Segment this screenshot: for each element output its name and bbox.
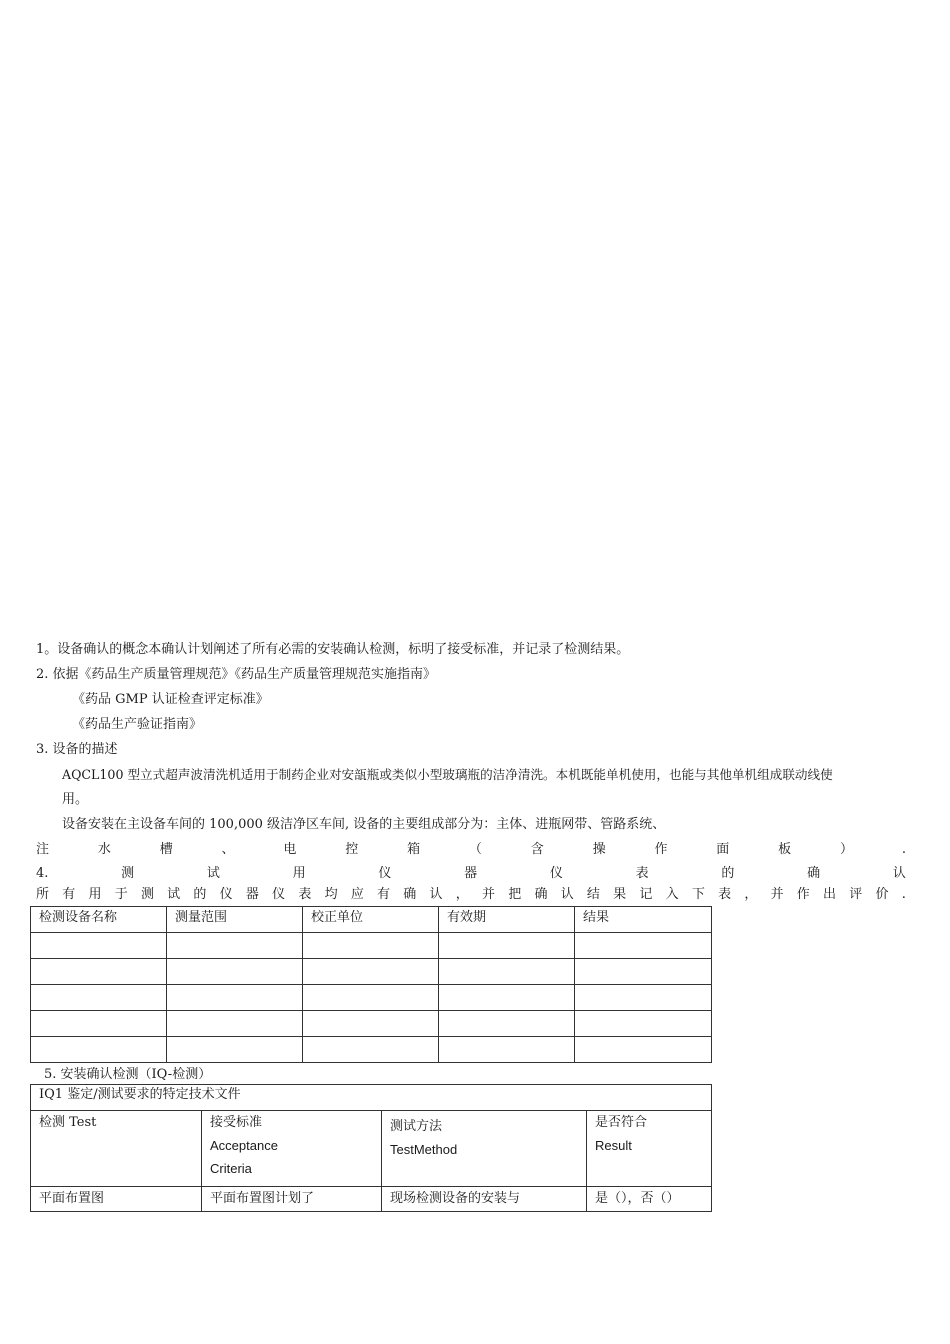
desc4-char: 仪 [272, 887, 286, 902]
instrument-cell[interactable] [31, 959, 167, 985]
desc4-char: 有 [377, 887, 391, 902]
instrument-cell[interactable] [167, 933, 303, 959]
iq1-header-result: 是否符合 Result [587, 1111, 712, 1187]
desc4-char: 确 [534, 887, 548, 902]
instrument-header-cell: 有效期 [439, 907, 575, 933]
iq1-header-row [31, 1111, 712, 1187]
equipment-description-line1: AQCL100 型立式超声波清洗机适用于制药企业对安瓿瓶或类似小型玻璃瓶的洁净清洗。本机既能单机使用，也能与其他单机组成联动线使 [62, 767, 833, 782]
desc4-char: 作 [796, 887, 810, 902]
desc4-char: 测 [140, 887, 154, 902]
instrument-cell[interactable] [439, 959, 575, 985]
components-char: 控 [345, 842, 359, 857]
desc4-char: 认 [560, 887, 574, 902]
desc4-char: 入 [665, 887, 679, 902]
desc4-char: 仪 [219, 887, 233, 902]
instrument-header-row [31, 907, 712, 933]
instrument-cell[interactable] [439, 1011, 575, 1037]
section5-heading: 5. 安装确认检测（IQ-检测） [44, 1067, 212, 1082]
desc4-char: 试 [167, 887, 181, 902]
components-char: 作 [654, 842, 668, 857]
desc4-char: 评 [849, 887, 863, 902]
desc4-char: 果 [613, 887, 627, 902]
heading4-char: 表 [635, 866, 649, 881]
components-char: 操 [592, 842, 606, 857]
instrument-cell[interactable] [31, 1037, 167, 1063]
instrument-cell[interactable] [31, 933, 167, 959]
instrument-cell[interactable] [575, 933, 712, 959]
instrument-cell[interactable] [31, 985, 167, 1011]
desc4-char: 出 [823, 887, 837, 902]
components-char: 箱 [407, 842, 421, 857]
equipment-components-line [36, 841, 906, 859]
components-char: 、 [221, 842, 235, 857]
components-char: 槽 [159, 842, 173, 857]
section1-text: 1。设备确认的概念本确认计划阐述了所有必需的安装确认检测，标明了接受标准，并记录了检测结果。 [36, 642, 630, 657]
instrument-row [31, 933, 712, 959]
desc4-char: 价 [875, 887, 889, 902]
components-char: 含 [530, 842, 544, 857]
instrument-header-cell: 测量范围 [167, 907, 303, 933]
components-char: 板 [778, 842, 792, 857]
heading4-char: 用 [292, 866, 306, 881]
components-char: 水 [97, 842, 111, 857]
desc4-char: 记 [639, 887, 653, 902]
instrument-cell[interactable] [303, 1037, 439, 1063]
instrument-header-cell: 校正单位 [303, 907, 439, 933]
iq1-header-method: 测试方法 TestMethod [382, 1111, 587, 1187]
heading4-char: 测 [121, 866, 135, 881]
desc4-char: ， [744, 887, 758, 902]
components-char: 面 [716, 842, 730, 857]
desc4-char: 所 [36, 887, 50, 902]
components-char: 电 [283, 842, 297, 857]
heading4-char: 仪 [378, 866, 392, 881]
iq1-cell: 平面布置图计划了 [202, 1187, 382, 1212]
iq1-header-acceptance: 接受标准 Acceptance Criteria [202, 1111, 382, 1187]
instrument-cell[interactable] [575, 1011, 712, 1037]
instrument-cell[interactable] [303, 933, 439, 959]
instrument-header-cell: 结果 [575, 907, 712, 933]
iq1-cell: 平面布置图 [31, 1187, 202, 1212]
desc4-char: 表 [298, 887, 312, 902]
instrument-cell[interactable] [439, 933, 575, 959]
instrument-cell[interactable] [303, 985, 439, 1011]
desc4-char: 并 [770, 887, 784, 902]
heading4-char: 试 [206, 866, 220, 881]
desc4-char: 的 [193, 887, 207, 902]
iq1-cell-result-checkbox[interactable]: 是（），否（） [587, 1187, 712, 1212]
section2-heading: 2. 依据《药品生产质量管理规范》《药品生产质量管理规范实施指南》 [36, 667, 437, 682]
instrument-row [31, 1011, 712, 1037]
installation-location-text: 设备安装在主设备车间的 100,000 级洁净区车间, 设备的主要组成部分为：主体、进瓶网带、管路系统、 [62, 817, 666, 832]
instrument-cell[interactable] [575, 959, 712, 985]
heading4-char: 器 [464, 866, 478, 881]
desc4-char: 把 [508, 887, 522, 902]
desc4-char: 于 [114, 887, 128, 902]
components-char: 注 [36, 842, 50, 857]
iq1-cell: 现场检测设备的安装与 [382, 1187, 587, 1212]
iq1-table [30, 1084, 712, 1212]
section3-heading: 3. 设备的描述 [36, 742, 118, 757]
desc4-char: 应 [350, 887, 364, 902]
instrument-cell[interactable] [303, 1011, 439, 1037]
desc4-char: 有 [62, 887, 76, 902]
instrument-cell[interactable] [439, 985, 575, 1011]
heading4-char: 仪 [549, 866, 563, 881]
section4-heading [36, 865, 906, 883]
iq1-header-test: 检测 Test [31, 1111, 202, 1187]
instrument-cell[interactable] [575, 1037, 712, 1063]
desc4-char: 用 [88, 887, 102, 902]
section4-description [36, 886, 906, 904]
instrument-cell[interactable] [31, 1011, 167, 1037]
instrument-cell[interactable] [575, 985, 712, 1011]
instrument-cell[interactable] [439, 1037, 575, 1063]
desc4-char: 并 [481, 887, 495, 902]
desc4-char: 器 [245, 887, 259, 902]
desc4-char: 下 [691, 887, 705, 902]
instrument-row [31, 959, 712, 985]
instrument-confirmation-table [30, 906, 712, 1063]
desc4-char: 均 [324, 887, 338, 902]
desc4-char: ， [455, 887, 469, 902]
desc4-char: 确 [403, 887, 417, 902]
iq1-title-row [31, 1085, 712, 1111]
reference-gmp-standard: 《药品 GMP 认证检查评定标准》 [72, 692, 269, 707]
instrument-row [31, 985, 712, 1011]
desc4-char: 表 [718, 887, 732, 902]
desc4-char: 认 [429, 887, 443, 902]
desc4-char: 结 [586, 887, 600, 902]
heading4-char: 认 [892, 866, 906, 881]
instrument-cell[interactable] [303, 959, 439, 985]
instrument-cell[interactable] [167, 959, 303, 985]
instrument-cell[interactable] [167, 1011, 303, 1037]
desc4-char: . [901, 887, 906, 902]
reference-validation-guide: 《药品生产验证指南》 [72, 717, 203, 732]
components-char: ） [839, 842, 853, 857]
iq1-table-title: IQ1 鉴定/测试要求的特定技术文件 [31, 1085, 712, 1111]
instrument-row [31, 1037, 712, 1063]
equipment-description-line2: 用。 [62, 792, 89, 807]
heading4-char: 确 [807, 866, 821, 881]
instrument-header-cell: 检测设备名称 [31, 907, 167, 933]
iq1-row-floor-plan [31, 1187, 712, 1212]
instrument-cell[interactable] [167, 1037, 303, 1063]
heading4-char: 4. [36, 866, 49, 881]
heading4-char: 的 [721, 866, 735, 881]
components-char: （ [468, 842, 482, 857]
components-char: . [901, 842, 906, 857]
instrument-cell[interactable] [167, 985, 303, 1011]
